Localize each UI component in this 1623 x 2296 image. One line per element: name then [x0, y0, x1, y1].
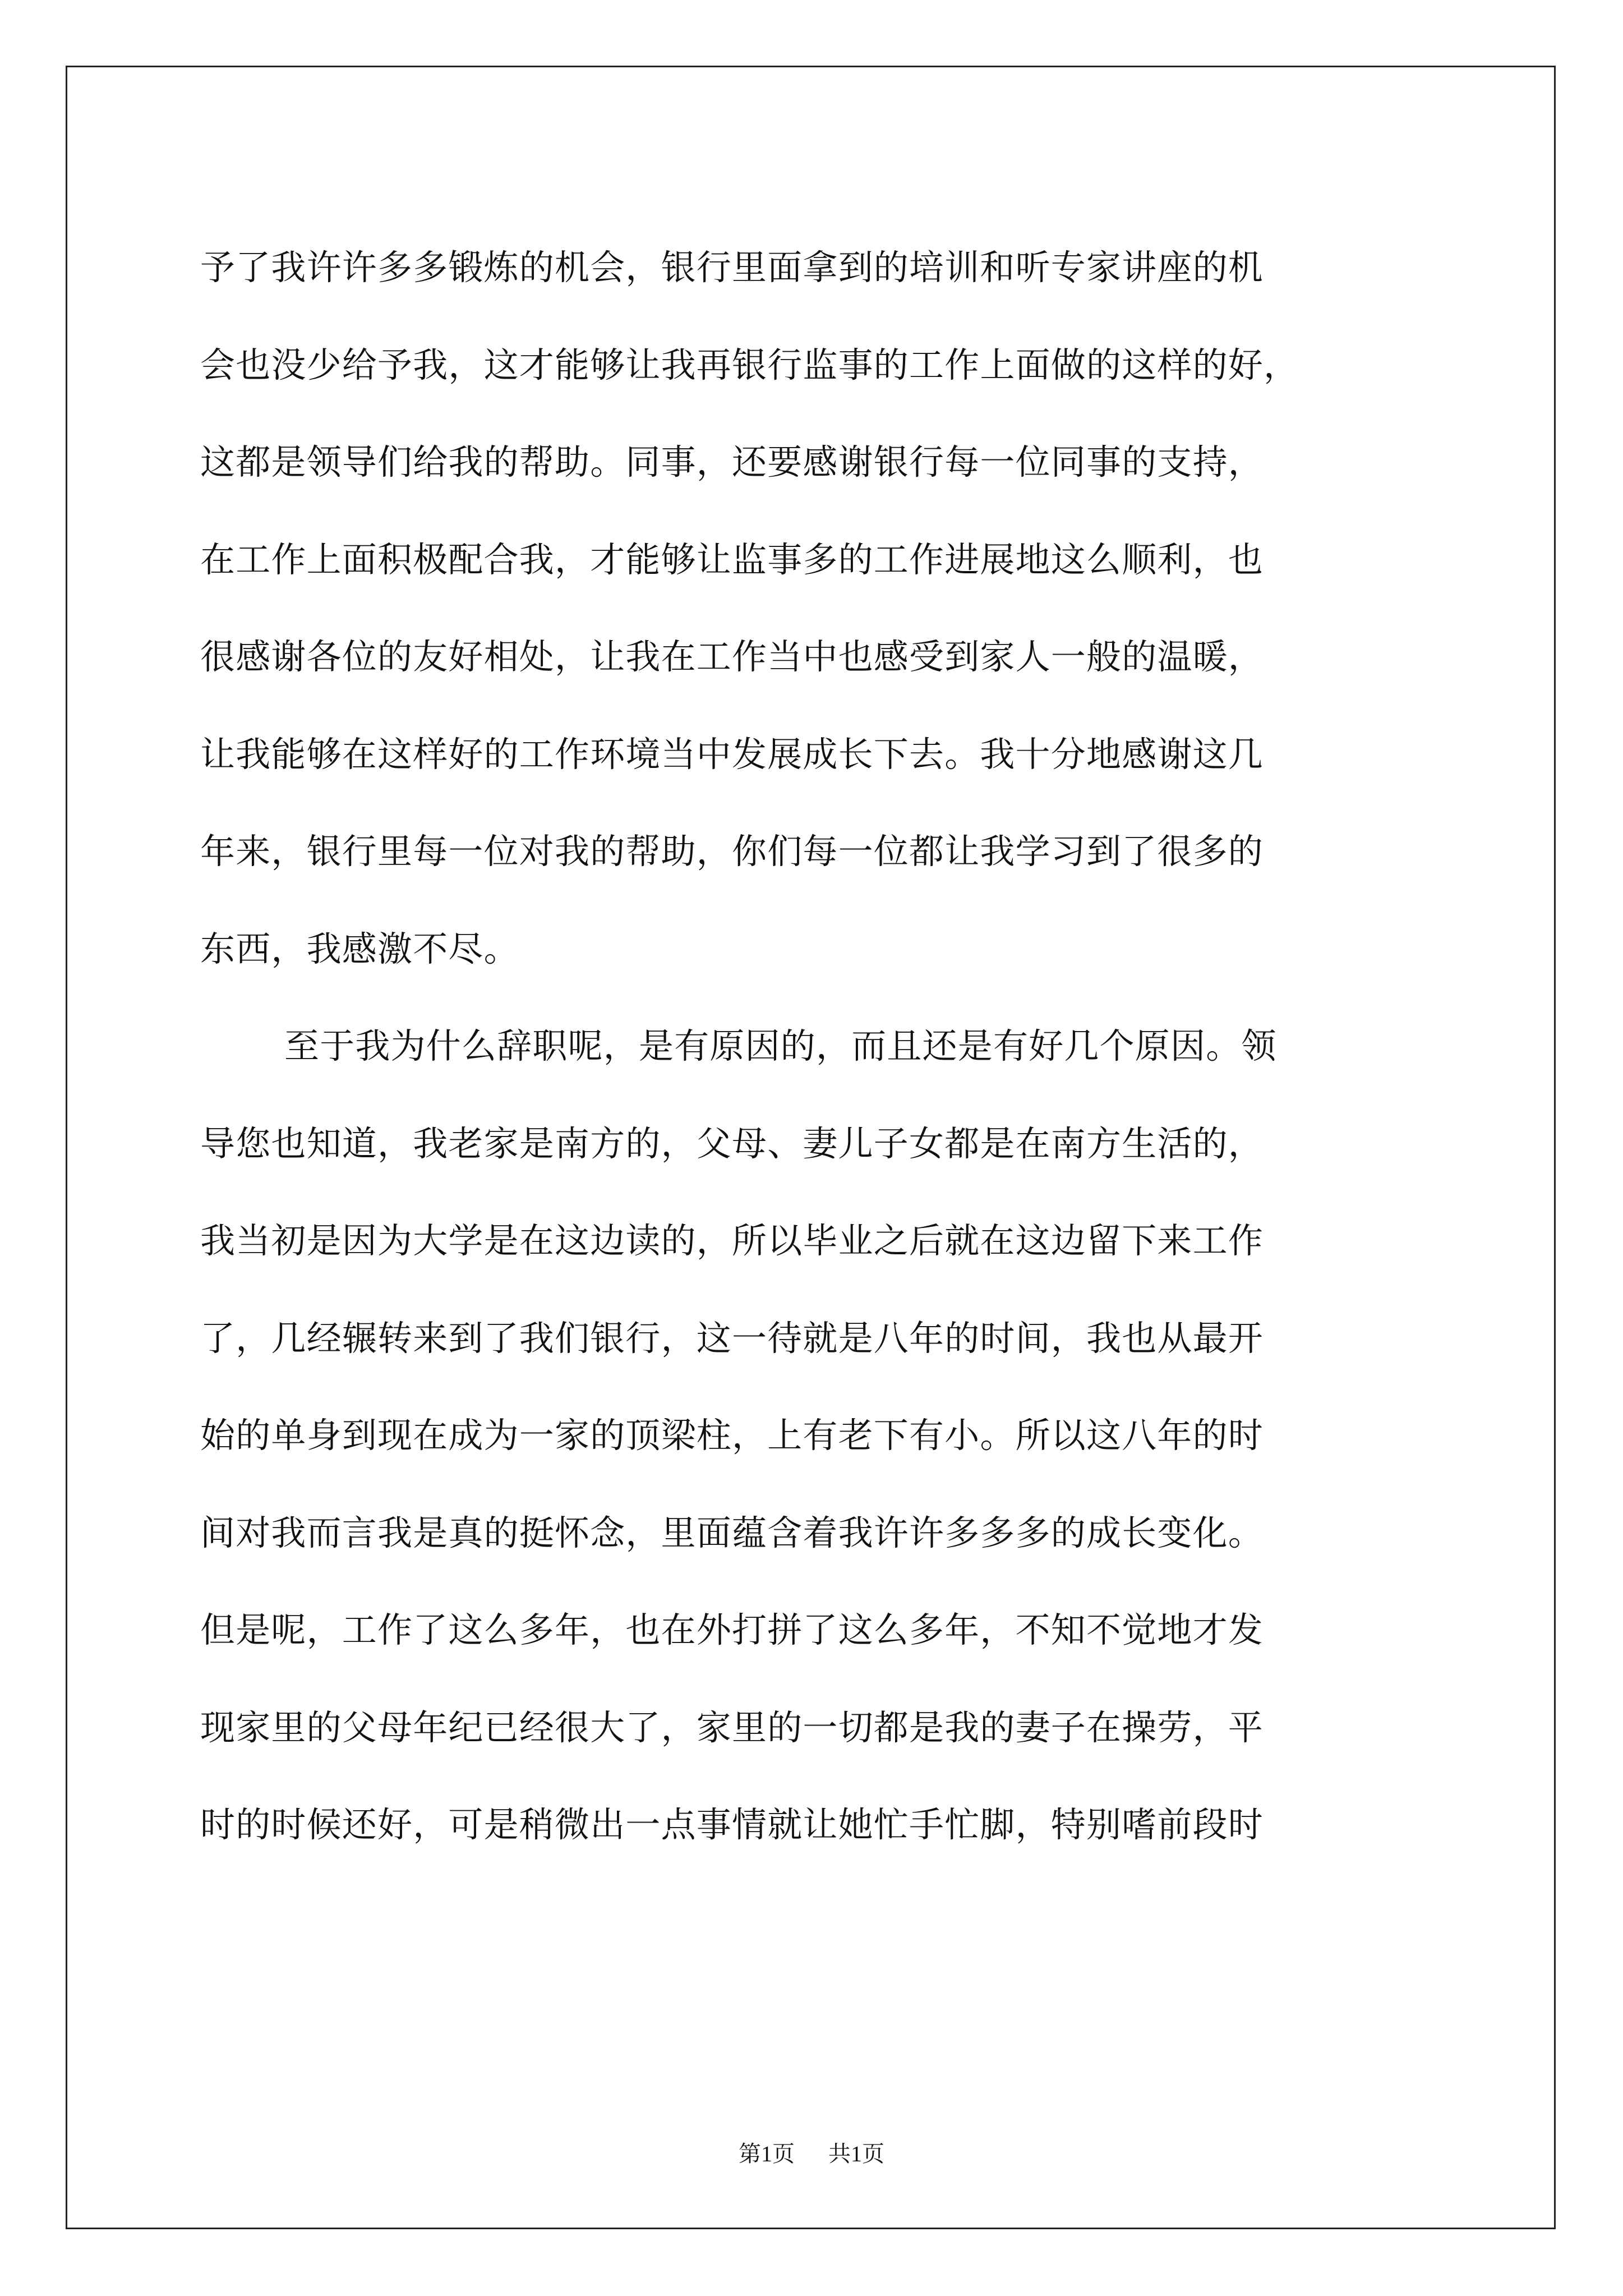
text-line: 年来，银行里每一位对我的帮助，你们每一位都让我学习到了很多的 [200, 831, 1264, 872]
text-line: 间对我而言我是真的挺怀念，里面蕴含着我许许多多多的成长变化。 [200, 1512, 1264, 1553]
text-line: 这都是领导们给我的帮助。同事，还要感谢银行每一位同事的支持， [200, 441, 1264, 482]
text-line: 东西，我感激不尽。 [200, 928, 519, 969]
text-line: 我当初是因为大学是在这边读的，所以毕业之后就在这边留下来工作 [200, 1220, 1264, 1261]
page-total: 共1页 [828, 2141, 884, 2166]
page-number: 第1页 [739, 2141, 795, 2166]
text-line: 会也没少给予我，这才能够让我再银行监事的工作上面做的这样的好， [200, 344, 1299, 385]
text-line: 但是呢，工作了这么多年，也在外打拼了这么多年，不知不觉地才发 [200, 1609, 1264, 1650]
text-line: 至于我为什么辞职呢，是有原因的，而且还是有好几个原因。领 [284, 1025, 1277, 1066]
document-body [200, 219, 1434, 1874]
text-line: 导您也知道，我老家是南方的，父母、妻儿子女都是在南方生活的， [200, 1122, 1264, 1164]
text-line: 很感谢各位的友好相处，让我在工作当中也感受到家人一般的温暖， [200, 636, 1264, 677]
text-line: 在工作上面积极配合我，才能够让监事多的工作进展地这么顺利，也 [200, 539, 1264, 580]
text-line: 予了我许许多多锻炼的机会，银行里面拿到的培训和听专家讲座的机 [200, 247, 1264, 288]
text-line: 时的时候还好，可是稍微出一点事情就让她忙手忙脚，特别嗜前段时 [200, 1804, 1264, 1845]
text-line: 现家里的父母年纪已经很大了，家里的一切都是我的妻子在操劳，平 [200, 1706, 1264, 1748]
page-footer [0, 2136, 1623, 2168]
text-line: 始的单身到现在成为一家的顶梁柱，上有老下有小。所以这八年的时 [200, 1415, 1264, 1456]
text-line: 让我能够在这样好的工作环境当中发展成长下去。我十分地感谢这几 [200, 733, 1264, 775]
text-line: 了，几经辗转来到了我们银行，这一待就是八年的时间，我也从最开 [200, 1317, 1264, 1359]
